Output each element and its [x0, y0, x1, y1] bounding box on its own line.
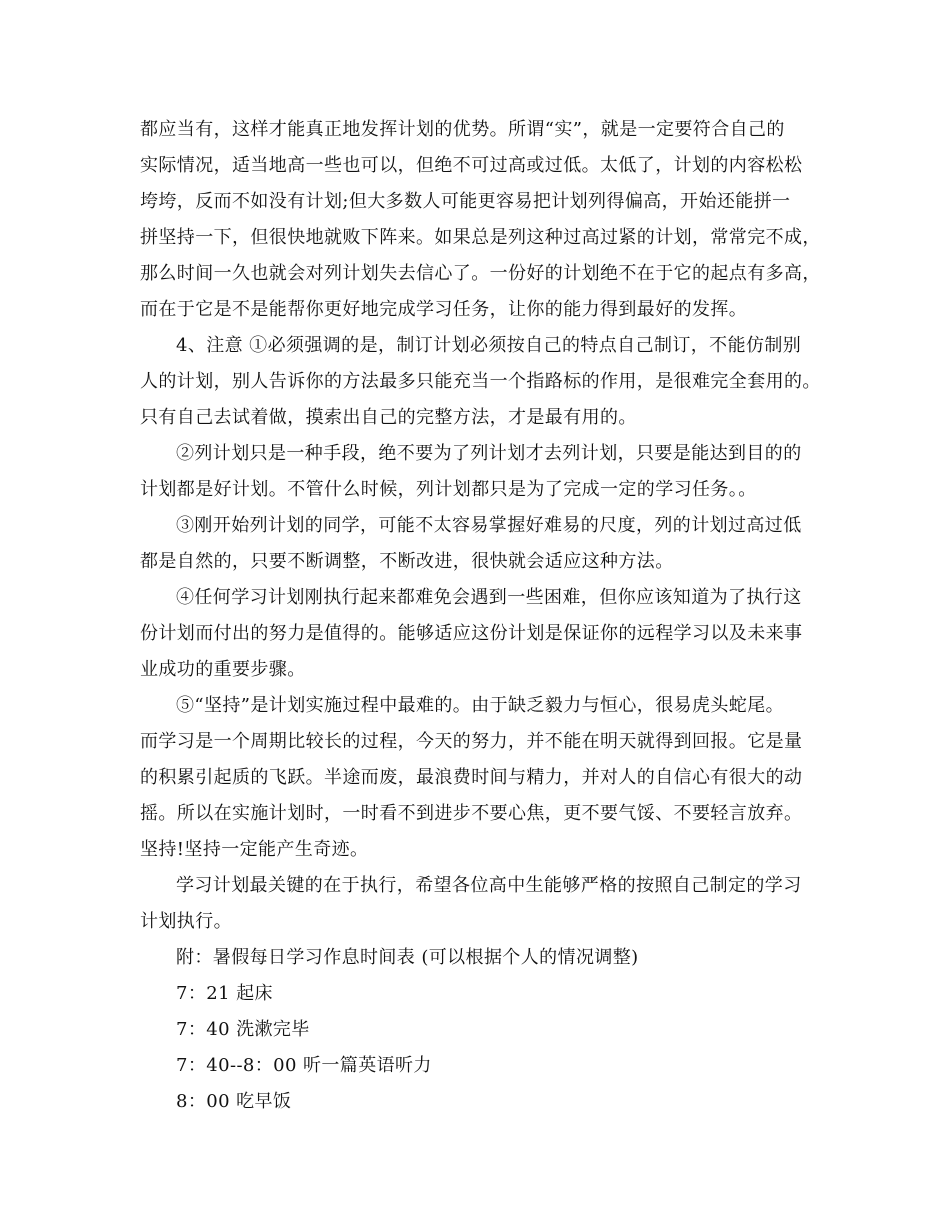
schedule-heading: 附：暑假每日学习作息时间表 (可以根据个人的情况调整): [176, 947, 639, 968]
text-line: 那么时间一久也就会对列计划失去信心了。一份好的计划绝不在于它的起点有多高，: [140, 263, 821, 284]
text-line: 实际情况，适当地高一些也可以，但绝不可过高或过低。太低了，计划的内容松松: [140, 155, 803, 176]
text-line: 而学习是一个周期比较长的过程，今天的努力，并不能在明天就得到回报。它是量: [140, 731, 803, 752]
text-line: 拼坚持一下，但很快地就败下阵来。如果总是列这种过高过紧的计划，常常完不成，: [140, 227, 821, 248]
text-line: 计划都是好计划。不管什么时候，列计划都只是为了完成一定的学习任务。。: [140, 479, 757, 500]
paragraph-start: ③刚开始列计划的同学，可能不太容易掌握好难易的尺度，列的计划过高过低: [176, 515, 802, 536]
paragraph-start: ②列计划只是一种手段，绝不要为了列计划才去列计划，只要是能达到目的的: [176, 443, 802, 464]
text-line: 都是自然的，只要不断调整，不断改进，很快就会适应这种方法。: [140, 551, 674, 572]
text-line: 人的计划，别人告诉你的方法最多只能充当一个指路标的作用，是很难完全套用的。: [140, 371, 821, 392]
schedule-item: 7：40 洗漱完毕: [176, 1019, 310, 1040]
paragraph-start: 学习计划最关键的在于执行，希望各位高中生能够严格的按照自己制定的学习: [176, 875, 802, 896]
text-line: 业成功的重要步骤。: [140, 659, 306, 680]
paragraph-start: ⑤“坚持”是计划实施过程中最难的。由于缺乏毅力与恒心，很易虎头蛇尾。: [176, 695, 785, 716]
text-line: 而在于它是不是能帮你更好地完成学习任务，让你的能力得到最好的发挥。: [140, 299, 748, 320]
text-line: 份计划而付出的努力是值得的。能够适应这份计划是保证你的远程学习以及未来事: [140, 623, 803, 644]
paragraph-start: ④任何学习计划刚执行起来都难免会遇到一些困难，但你应该知道为了执行这: [176, 587, 802, 608]
text-line: 的积累引起质的飞跃。半途而废，最浪费时间与精力，并对人的自信心有很大的动: [140, 767, 803, 788]
paragraph-start: 4、注意 ①必须强调的是，制订计划必须按自己的特点自己制订，不能仿制别: [176, 335, 802, 356]
text-line: 坚持!坚持一定能产生奇迹。: [140, 839, 369, 860]
schedule-item: 7：21 起床: [176, 983, 273, 1004]
schedule-item: 7：40--8：00 听一篇英语听力: [176, 1055, 432, 1076]
text-line: 只有自己去试着做，摸索出自己的完整方法，才是最有用的。: [140, 407, 637, 428]
schedule-item: 8：00 吃早饭: [176, 1091, 292, 1112]
document-body: [140, 112, 820, 1120]
text-line: 摇。所以在实施计划时，一时看不到进步不要心焦，更不要气馁、不要轻言放弃。: [140, 803, 803, 824]
text-line: 都应当有，这样才能真正地发挥计划的优势。所谓“实”，就是一定要符合自己的: [140, 119, 785, 140]
text-line: 垮垮，反而不如没有计划;但大多数人可能更容易把计划列得偏高，开始还能拼一: [140, 191, 791, 212]
text-line: 计划执行。: [140, 911, 232, 932]
